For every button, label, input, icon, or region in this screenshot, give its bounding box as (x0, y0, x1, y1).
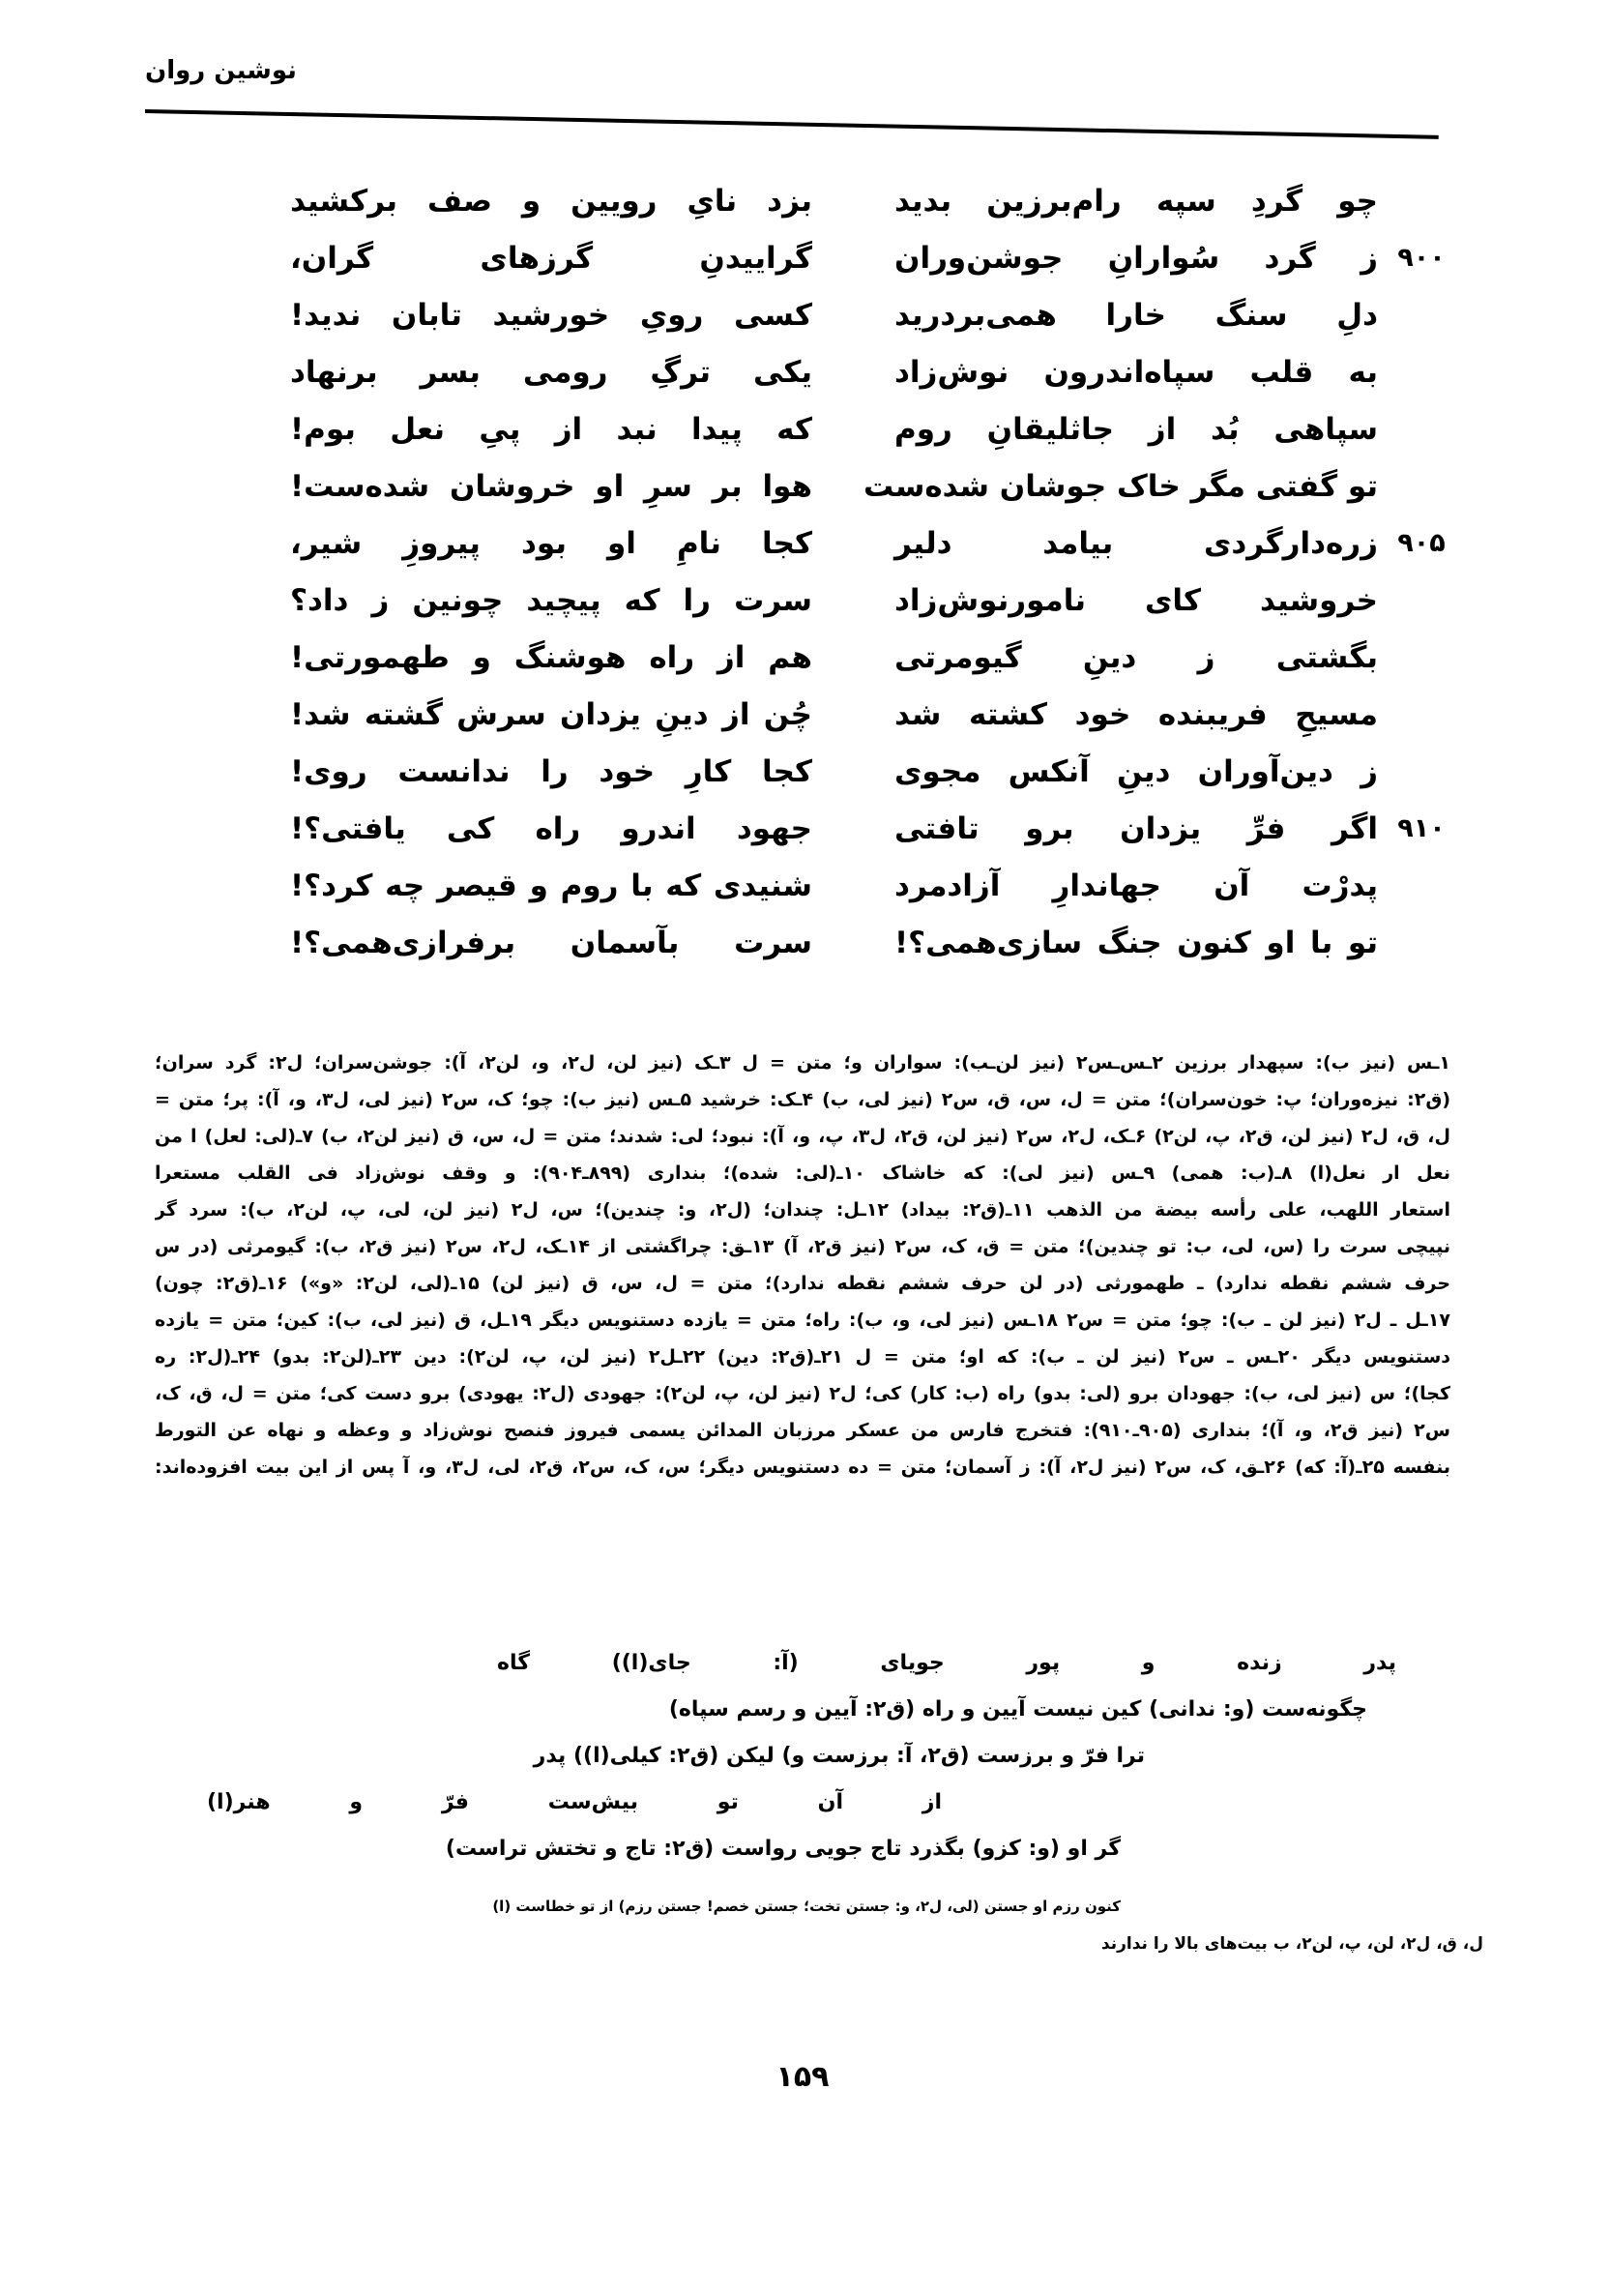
footnote-line: دستنویس دیگر ۲۰ـس ـ س۲ (نیز لن ـ ب): که او؛ متن = ل ۲۱ـ(ق۲: دین) ۲۲ـل۲ (نیز لن، پ، لن۲): دین ۲۳ـ(لن۲: بدو) ۲۴ـ(ل۲: ره (155, 1346, 1450, 1368)
hemistich-right: تو با او کنون جنگ سازی‌همی؟! (894, 926, 1378, 960)
quoted-verse: از آن تو بیش‌ست فرّ و هنر(ا) (207, 1790, 942, 1814)
hemistich-left: سرت بآسمان برفرازی‌همی؟! (290, 926, 812, 960)
verse-line (261, 859, 1450, 913)
hemistich-right: به قلب سپاه‌اندرون نوش‌زاد (894, 355, 1378, 390)
hemistich-left: شنیدی که با روم و قیصر چه کرد؟! (290, 868, 812, 903)
footnote-note: کنون رزم او جستن (لی، ل۲، و: جستن تخت؛ جستن خصم! جستن رزم) از تو خطاست (ا) (492, 1898, 1121, 1915)
verse-line (261, 916, 1450, 970)
footnote-line: س۲ (نیز ق۲، و، آ)؛ بنداری (۹۰۵ـ۹۱۰): فتخرج فارس من عسکر مرزبان المدائن یسمی فیروز فنصح نوش‌زاد و وعظه و نهاه عن التورط (155, 1420, 1450, 1441)
hemistich-left: بزد نایِ رویین و صف برکشید (290, 184, 812, 219)
quoted-verse: گر او (و: کزو) بگذرد تاج جویی رواست (ق۲: تاج و تختش تراست) (445, 1837, 1121, 1861)
hemistich-left: گراییدنِ گرزهای گران، (290, 241, 812, 276)
verse-line (261, 459, 1450, 514)
footnote-line: ل، ق، ل۲ (نیز لن، ق۲، پ، لن۲) ۶ـک، ل۲، س۲ (نیز لن، ق۲، ل۳، پ، و، آ): نبود؛ لی: شدند؛ متن = ل، س، ق (نیز لن۲، ب) ۷ـ(لی: لعل) ا من (155, 1126, 1450, 1147)
hemistich-left: یکی ترگِ رومی بسر برنهاد (290, 355, 812, 390)
hemistich-right: بگشتی ز دینِ گیومرتی (894, 640, 1378, 675)
verse-line (261, 745, 1450, 799)
hemistich-left: کجا کارِ خود را ندانست روی! (290, 754, 812, 789)
running-head: نوشین روان (145, 56, 297, 85)
footnote-line: حرف ششم نقطه ندارد) ـ طهمورثی (در لن حرف ششم نقطه ندارد)؛ متن = ل، س، ق (نیز لن) ۱۵ـ(لی، لن۲: «و») ۱۶ـ(ق۲: چون) (155, 1273, 1450, 1294)
hemistich-right: خروشید کای نامورنوش‌زاد (894, 583, 1378, 618)
verse-line (261, 631, 1450, 685)
hemistich-right: اگر فرِّ یزدان برو تافتی (894, 811, 1378, 846)
verse-line (261, 402, 1450, 456)
hemistich-right: مسیحِ فریبنده خود کشته شد (894, 697, 1378, 732)
hemistich-right: ز دین‌آوران دینِ آنکس مجوی (894, 754, 1378, 789)
footnote-line: استعار اللهب، علی رأسه بیضة من الذهب ۱۱ـ(ق۲: بیداد) ۱۲ـل: چندان؛ (ل۲، و: چندین)؛ س، ل۲ (نیز لن، لی، پ، لن۲، ب): سرد گر (155, 1199, 1450, 1221)
verse-line (261, 345, 1450, 399)
footnote-line: (ق۲: نیزه‌وران؛ پ: خون‌سران)؛ متن = ل، س، ق، س۲ (نیز لی، ب) ۴ـک: خرشید ۵ـس (نیز ب): چو؛ ک، س۲ (نیز لی، ل۳، و، آ): پر؛ متن = (155, 1089, 1450, 1110)
hemistich-right: تو گفتی مگر خاک جوشان شده‌ست (863, 469, 1378, 504)
verse-line (261, 688, 1450, 742)
verse-block (261, 174, 1450, 1006)
verse-line (261, 231, 1450, 285)
verse-line (261, 174, 1450, 228)
hemistich-right: ز گرد سُوارانِ جوشن‌وران (894, 241, 1378, 276)
hemistich-right: پدرْت آن جهاندارِ آزادمرد (894, 868, 1378, 903)
quoted-verse: پدر زنده و پور جویای (آ: جای(ا)) گاه (497, 1651, 1396, 1675)
footnote-line: ۱۷ـل ـ ل۲ (نیز لن ـ ب): چو؛ متن = س۲ ۱۸ـس (نیز لی، و، ب): راه؛ متن = یازده دستنویس دیگر ۱۹ـل، ق (نیز لی، ب): کین؛ متن = یازده (155, 1310, 1450, 1331)
footnote-line: ۱ـس (نیز ب): سپهدار برزین ۲ـس‌ـس۲ (نیز لن‌ـب): سواران و؛ متن = ل ۳ـک (نیز لن، ل۲، و، لن۲، آ): جوشن‌سران؛ ل۲: گرد سران؛ (155, 1052, 1450, 1074)
hemistich-left: کجا نامِ او بود پیروزِ شیر، (290, 526, 812, 561)
footnote-line: نپیچی سرت را (س، لی، ب: تو چندین)؛ متن = ق، ک، س۲ (نیز ق۲، آ) ۱۳ـق: چراگشتی از ۱۴ـک، ل۲، س۲ (نیز ق۲، ب): گیومرثی (در س (155, 1236, 1450, 1257)
verse-number: ۹۱۰ (1397, 813, 1446, 843)
footnotes (155, 1045, 1450, 1486)
footnote-line: نعل ار نعل(ا) ۸ـ(ب: همی) ۹ـس (نیز لی): که خاشاک ۱۰ـ(لی: شده)؛ بنداری (۸۹۹ـ۹۰۴): و وقف نوش‌زاد فی القلب مستعرا (155, 1163, 1450, 1184)
page-number: ۱۵۹ (775, 2060, 830, 2094)
hemistich-left: جهود اندرو راه کی یافتی؟! (290, 811, 812, 846)
hemistich-right: سپاهی بُد از جاثلیقانِ روم (894, 412, 1378, 447)
verse-line (261, 288, 1450, 342)
hemistich-right: زره‌دارگردی بیامد دلیر (894, 526, 1378, 561)
quoted-verse: چگونه‌ست (و: ندانی) کین نیست آیین و راه (ق۲: آیین و رسم سپاه) (668, 1697, 1367, 1722)
verse-number: ۹۰۵ (1397, 528, 1446, 558)
quoted-verse: ترا فرّ و برزست (ق۲، آ: برزست و) لیکن (ق۲: کیلی(ا)) پدر (533, 1744, 1145, 1768)
hemistich-right: چو گردِ سپه رام‌برزین بدید (894, 184, 1378, 219)
hemistich-left: که پیدا نبد از پیِ نعل بوم! (290, 412, 812, 447)
hemistich-left: هم از راه هوشنگ و طهمورتی! (290, 640, 812, 675)
footnote-line: کجا)؛ س (نیز لی، ب): جهودان برو (لی: بدو) راه (ب: کار) کی؛ ل۲ (نیز لن، پ، لن۲): جهودی (ل۲: یهودی) برو دست کی؛ متن = ل، ق، ک، (155, 1383, 1450, 1404)
footnote-note: ل، ق، ل۲، لن، پ، لن۲، ب بیت‌های بالا را ندارند (1100, 1934, 1483, 1954)
hemistich-left: هوا بر سرِ او خروشان شده‌ست! (290, 469, 812, 504)
header-rule (145, 109, 1439, 139)
hemistich-left: سرت را که پیچید چونین ز داد؟ (290, 583, 812, 618)
verse-line (261, 574, 1450, 628)
verse-number: ۹۰۰ (1397, 243, 1446, 273)
hemistich-left: کسی رویِ خورشید تابان ندید! (290, 298, 812, 333)
hemistich-right: دلِ سنگ خارا همی‌بردرید (894, 298, 1378, 333)
footnote-line: بنفسه ۲۵ـ(آ: که) ۲۶ـق، ک، س۲ (نیز ل۲، آ): ز آسمان؛ متن = ده دستنویس دیگر؛ س، ک، س۲، ق۲، لی، ل۳، و، آ پس از این بیت افزوده‌اند: (155, 1457, 1450, 1478)
hemistich-left: چُن از دینِ یزدان سرش گشته شد! (290, 697, 812, 732)
verse-line (261, 802, 1450, 856)
verse-line (261, 516, 1450, 571)
